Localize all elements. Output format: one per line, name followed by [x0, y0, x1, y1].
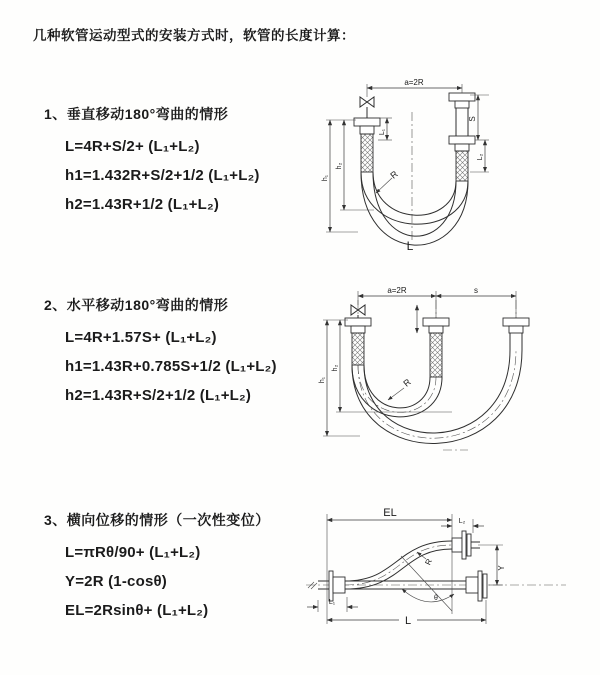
- hose-curves: [345, 541, 466, 589]
- formula-h1: h1=1.432R+S/2+1/2 (L₁+L₂): [65, 167, 260, 184]
- label-s: s: [474, 286, 478, 295]
- braided-hose-section: [352, 333, 364, 365]
- section-vertical-movement: [44, 105, 260, 219]
- diagram-labels: [319, 286, 478, 389]
- label-theta: θ: [434, 595, 438, 602]
- section-2-heading: 2、水平移动180°弯曲的情形: [44, 297, 229, 313]
- formula-L: L=4R+S/2+ (L₁+L₂): [65, 138, 200, 155]
- hose-curves: [361, 172, 468, 245]
- label-l2: L₂: [458, 518, 466, 525]
- horizontal-bend-diagram: [315, 285, 590, 465]
- formula-Y: Y=2R (1-cosθ): [65, 573, 167, 590]
- label-s: S: [468, 116, 477, 122]
- label-el: EL: [383, 507, 397, 519]
- vertical-bend-diagram: [310, 70, 570, 260]
- label-l1: L₁: [379, 128, 386, 136]
- label-h1: h₁: [322, 174, 329, 182]
- formula-EL: EL=2Rsinθ+ (L₁+L₂): [65, 602, 209, 619]
- label-y: Y: [497, 565, 506, 571]
- formula-h2: h2=1.43R+1/2 (L₁+L₂): [65, 196, 220, 213]
- label-l2: L₂: [477, 153, 484, 161]
- lateral-displacement-diagram: [300, 500, 595, 660]
- label-span: a=2R: [387, 286, 407, 295]
- label-r: R: [388, 168, 400, 181]
- label-l1: L₁: [328, 599, 336, 606]
- label-r: R: [401, 376, 413, 389]
- pipe-fittings: [318, 531, 487, 601]
- label-span: a=2R: [404, 78, 424, 87]
- formula-h2: h2=1.43R+S/2+1/2 (L₁+L₂): [65, 387, 252, 404]
- section-lateral-displacement: [44, 511, 270, 625]
- pipe-fittings: [345, 305, 529, 377]
- formula-L: L=πRθ/90+ (L₁+L₂): [65, 544, 201, 561]
- braided-hose-section: [456, 151, 468, 181]
- valve-icon: [360, 97, 374, 107]
- dimension-lines: [307, 514, 503, 624]
- section-horizontal-movement: [44, 296, 277, 410]
- formula-h1: h1=1.43R+0.785S+1/2 (L₁+L₂): [65, 358, 277, 375]
- braided-hose-section: [430, 333, 442, 377]
- section-3-heading: 3、横向位移的情形（一次性变位）: [44, 512, 270, 528]
- page-title: 几种软管运动型式的安装方式时，软管的长度计算：: [33, 28, 355, 43]
- label-h2: h₂: [336, 162, 343, 170]
- pipe-fittings: [354, 93, 475, 181]
- label-h1: h₁: [319, 376, 326, 384]
- label-l: L: [406, 239, 414, 253]
- label-r: R: [423, 557, 435, 567]
- formula-L: L=4R+1.57S+ (L₁+L₂): [65, 329, 217, 346]
- diagram-labels: [329, 507, 506, 627]
- braided-hose-section: [361, 134, 373, 172]
- label-l: L: [404, 615, 412, 627]
- section-1-heading: 1、垂直移动180°弯曲的情形: [44, 106, 229, 122]
- label-h2: h₂: [332, 364, 339, 372]
